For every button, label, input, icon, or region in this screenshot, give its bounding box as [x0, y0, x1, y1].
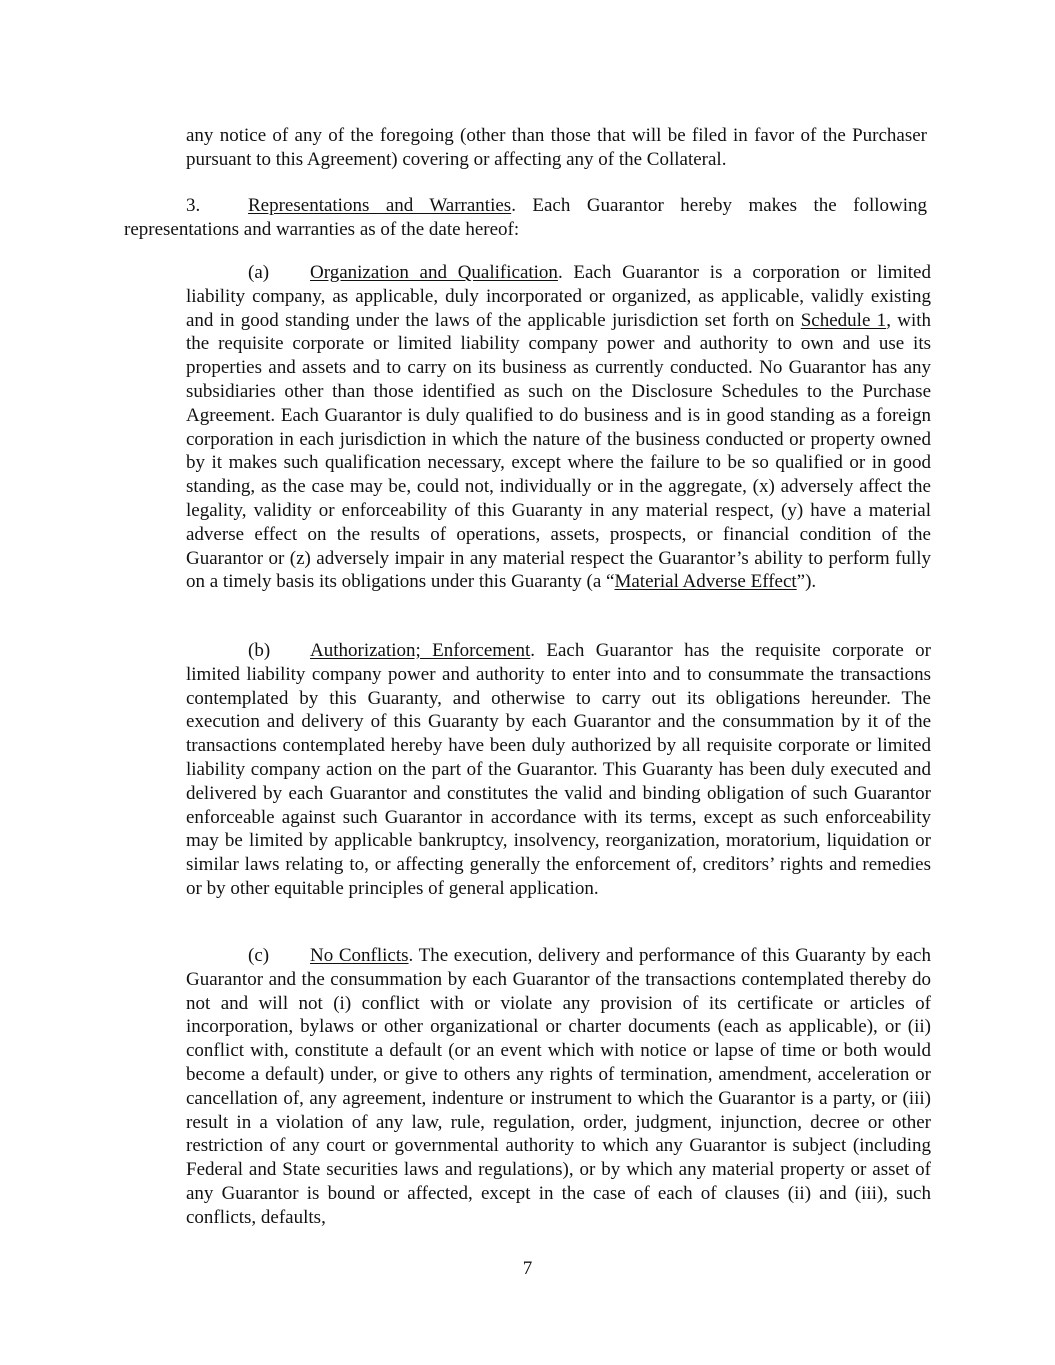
- defined-term: Material Adverse Effect: [614, 571, 797, 593]
- page-number: 7: [522, 1258, 533, 1279]
- subsection-text: . Each Guarantor has the requisite corporate or limited liability company power and authority to enter into and to consummate the transactions contemplated by this Guaranty, and otherwise to carry out its obligations hereunder. The execution and delivery of this Guaranty by each Guarantor and the consummation by it of the transactions contemplated hereby have been duly authorized by all requisite corporate or limited liability company action on the part of the Guarantor. This Guaranty has been duly executed and delivered by each Guarantor and constitutes the valid and binding obligation of such Guarantor enforceable against such Guarantor in accordance with its terms, except as such enforceability may be limited by applicable bankruptcy, insolvency, reorganization, moratorium, liquidation or similar laws relating to, or affecting generally the enforcement of, creditors’ rights and remedies or by other equitable principles of general application.: [186, 640, 931, 899]
- continuation-paragraph: any notice of any of the foregoing (other than those that will be filed in favor of the Purchaser pursuant to this Agreement) covering or affecting any of the Collateral.: [186, 125, 927, 170]
- subsection-label: (c): [248, 945, 270, 966]
- section-3-paragraph: [124, 194, 927, 242]
- section-number: 3.: [186, 195, 201, 216]
- subsection-a-paragraph: [186, 261, 931, 594]
- subsection-text: ”).: [796, 571, 817, 593]
- subsection-text: . Each Guarantor is a corporation or limited liability company, as applicable, duly incorporated or organized, as applicable, validly existing and in good standing under the laws of the applicable jurisdiction set forth on: [186, 262, 931, 331]
- subsection-heading: No Conflicts: [310, 945, 409, 966]
- subsection-text: . The execution, delivery and performance of this Guaranty by each Guarantor and the consummation by each Guarantor of the transactions contemplated thereby do not and will not (i) conflict with or violate any provision of its certificate or articles of incorporation, bylaws or other organizational or charter documents (each as applicable), or (ii) conflict with, constitute a default (or an event which with notice or lapse of time or both would become a default) under, or give to others any rights of termination, amendment, acceleration or cancellation of, any agreement, indenture or instrument to which the Guarantor is a party, or (iii) result in a violation of any law, rule, regulation, order, judgment, injunction, decree or other restriction of any court or governmental authority to which any Guarantor is subject (including Federal and State securities laws and regulations), or by which any material property or asset of any Guarantor is bound or affected, except in the case of each of clauses (ii) and (iii), such conflicts, defaults,: [186, 945, 931, 1228]
- subsection-label: (b): [248, 640, 271, 661]
- subsection-label: (a): [248, 262, 270, 283]
- section-text: . Each Guarantor hereby makes the following representations and warranties as of the date hereof:: [124, 195, 928, 240]
- subsection-c-paragraph: [186, 944, 931, 1230]
- subsection-heading: Authorization; Enforcement: [310, 640, 531, 661]
- section-heading: Representations and Warranties: [248, 195, 512, 216]
- schedule-reference: Schedule 1: [800, 309, 887, 331]
- subsection-heading: Organization and Qualification: [310, 262, 558, 283]
- subsection-text: , with the requisite corporate or limited liability company power and authority to own and use its properties and assets and to carry on its business as currently conducted. No Guarantor has any subsidiaries other than those identified as such on the Disclosure Schedules to the Purchase Agreement. Each Guarantor is duly qualified to do business and is in good standing as a foreign corporation in each jurisdiction in which the nature of the business conducted or property owned by it makes such qualification necessary, except where the failure to be so qualified or in good standing, as the case may be, could not, individually or in the aggregate, (x) adversely affect the legality, validity or enforceability of this Guaranty in any material respect, (y) have a material adverse effect on the results of operations, assets, prospects, or financial condition of the Guarantor or (z) adversely impair in any material respect the Guarantor’s ability to perform fully on a timely basis its obligations under this Guaranty (a “: [186, 309, 932, 593]
- subsection-b-paragraph: [186, 639, 931, 901]
